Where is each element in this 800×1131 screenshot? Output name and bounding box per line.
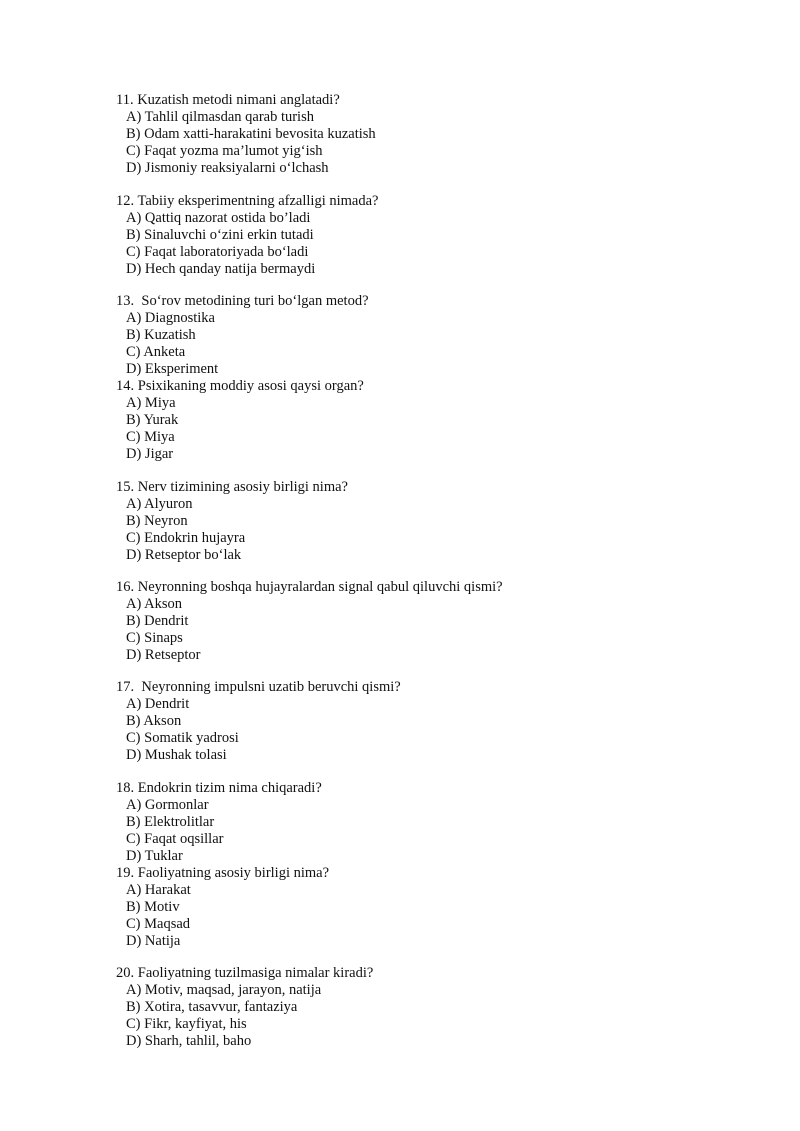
option-d: D) Natija [126,933,181,949]
option-b: B) Elektrolitlar [126,814,215,830]
option-d: D) Sharh, tahlil, baho [126,1033,252,1049]
question-19 [116,865,329,950]
option-a: A) Alyuron [126,496,193,512]
question-17 [116,679,401,764]
option-c: C) Faqat oqsillar [126,831,224,847]
question-stem: 15. Nerv tizimining asosiy birligi nima? [116,479,348,495]
option-d: D) Jismoniy reaksiyalarni o‘lchash [126,160,329,176]
question-stem: 14. Psixikaning moddiy asosi qaysi organ? [116,378,364,394]
question-stem: 16. Neyronning boshqa hujayralardan signal qabul qiluvchi qismi? [116,579,503,595]
option-a: A) Tahlil qilmasdan qarab turish [126,109,314,125]
question-15 [116,479,348,564]
option-c: C) Somatik yadrosi [126,730,239,746]
option-c: C) Maqsad [126,916,191,932]
question-16 [116,579,503,664]
option-d: D) Eksperiment [126,361,219,377]
question-stem: 18. Endokrin tizim nima chiqaradi? [116,780,322,796]
option-c: C) Sinaps [126,630,183,646]
option-b: B) Xotira, tasavvur, fantaziya [126,999,298,1015]
option-c: C) Fikr, kayfiyat, his [126,1016,247,1032]
option-c: C) Faqat laboratoriyada bo‘ladi [126,244,309,260]
option-b: B) Motiv [126,899,180,915]
option-a: A) Gormonlar [126,797,209,813]
option-c: C) Faqat yozma ma’lumot yig‘ish [126,143,323,159]
question-stem: 19. Faoliyatning asosiy birligi nima? [116,865,330,881]
option-b: B) Yurak [126,412,179,428]
option-d: D) Mushak tolasi [126,747,227,763]
option-c: C) Anketa [126,344,186,360]
option-a: A) Diagnostika [126,310,215,326]
option-a: A) Akson [126,596,182,612]
option-a: A) Miya [126,395,176,411]
question-14 [116,378,364,463]
question-11 [116,92,376,177]
option-b: B) Sinaluvchi o‘zini erkin tutadi [126,227,314,243]
question-stem: 12. Tabiiy eksperimentning afzalligi nimada? [116,193,379,209]
option-b: B) Kuzatish [126,327,196,343]
option-d: D) Jigar [126,446,174,462]
option-a: A) Dendrit [126,696,190,712]
option-a: A) Qattiq nazorat ostida bo’ladi [126,210,311,226]
question-13 [116,293,369,378]
option-c: C) Endokrin hujayra [126,530,246,546]
option-a: A) Harakat [126,882,191,898]
option-b: B) Neyron [126,513,188,529]
question-stem: 20. Faoliyatning tuzilmasiga nimalar kiradi? [116,965,374,981]
question-stem: 17. Neyronning impulsni uzatib beruvchi qismi? [116,679,401,695]
question-18 [116,780,322,865]
option-d: D) Retseptor bo‘lak [126,547,242,563]
option-b: B) Dendrit [126,613,189,629]
option-b: B) Odam xatti-harakatini bevosita kuzatish [126,126,376,142]
option-d: D) Tuklar [126,848,183,864]
option-d: D) Retseptor [126,647,201,663]
question-stem: 13. So‘rov metodining turi bo‘lgan metod? [116,293,369,309]
question-20 [116,965,373,1050]
option-c: C) Miya [126,429,175,445]
question-stem: 11. Kuzatish metodi nimani anglatadi? [116,92,340,108]
option-a: A) Motiv, maqsad, jarayon, natija [126,982,322,998]
question-12 [116,193,378,278]
option-d: D) Hech qanday natija bermaydi [126,261,316,277]
option-b: B) Akson [126,713,182,729]
